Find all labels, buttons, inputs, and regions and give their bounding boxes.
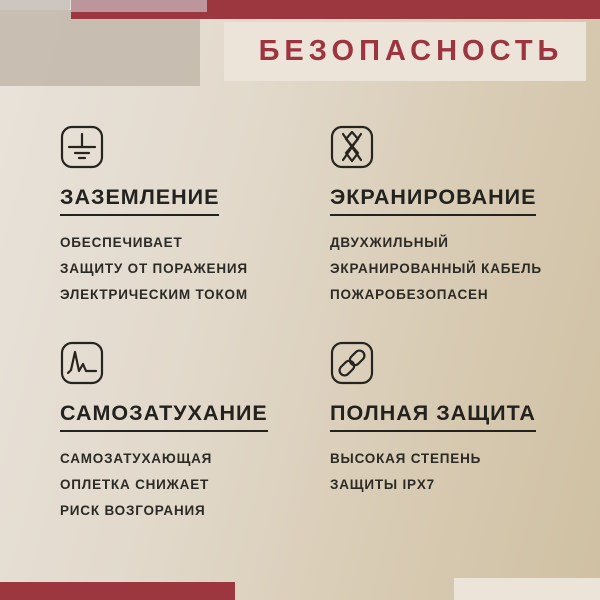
- description-line: ОБЕСПЕЧИВАЕТ: [60, 235, 183, 251]
- feature-title: ЗАЗЕМЛЕНИЕ: [60, 186, 219, 216]
- title-band: [224, 22, 586, 81]
- bottom-cream-block: [454, 578, 600, 600]
- description-line: ЗАЩИТЫ IPX7: [330, 477, 435, 493]
- description-line: ЭКРАНИРОВАННЫЙ КАБЕЛЬ: [330, 261, 542, 277]
- description-line: РИСК ВОЗГОРАНИЯ: [60, 503, 206, 519]
- description-line: ОПЛЕТКА СНИЖАЕТ: [60, 477, 210, 493]
- feature-shielding: [330, 125, 588, 308]
- full-protection-icon: [330, 341, 588, 385]
- top-pink-block: [71, 0, 207, 12]
- feature-title: ПОЛНАЯ ЗАЩИТА: [330, 402, 536, 432]
- topleft-gray-strip: [0, 0, 70, 10]
- description-line: ЗАЩИТУ ОТ ПОРАЖЕНИЯ: [60, 261, 248, 277]
- grounding-icon: [60, 125, 318, 169]
- description-line: ЭЛЕКТРИЧЕСКИМ ТОКОМ: [60, 287, 248, 303]
- feature-grounding: [60, 125, 318, 308]
- feature-description: [60, 446, 318, 524]
- feature-self-extinguishing: [60, 341, 318, 524]
- description-line: ВЫСОКАЯ СТЕПЕНЬ: [330, 451, 482, 467]
- page-title: БЕЗОПАСНОСТЬ: [258, 35, 564, 67]
- description-line: ДВУХЖИЛЬНЫЙ: [330, 235, 449, 251]
- bottom-red-block: [0, 582, 235, 600]
- topleft-gray-block: [0, 10, 200, 86]
- feature-title: ЭКРАНИРОВАНИЕ: [330, 186, 536, 216]
- shielding-icon: [330, 125, 588, 169]
- feature-description: [60, 230, 318, 308]
- feature-description: [330, 446, 588, 498]
- description-line: ПОЖАРОБЕЗОПАСЕН: [330, 287, 489, 303]
- feature-description: [330, 230, 588, 308]
- self-extinguishing-icon: [60, 341, 318, 385]
- feature-full-protection: [330, 341, 588, 498]
- description-line: САМОЗАТУХАЮЩАЯ: [60, 451, 213, 467]
- feature-title: САМОЗАТУХАНИЕ: [60, 402, 268, 432]
